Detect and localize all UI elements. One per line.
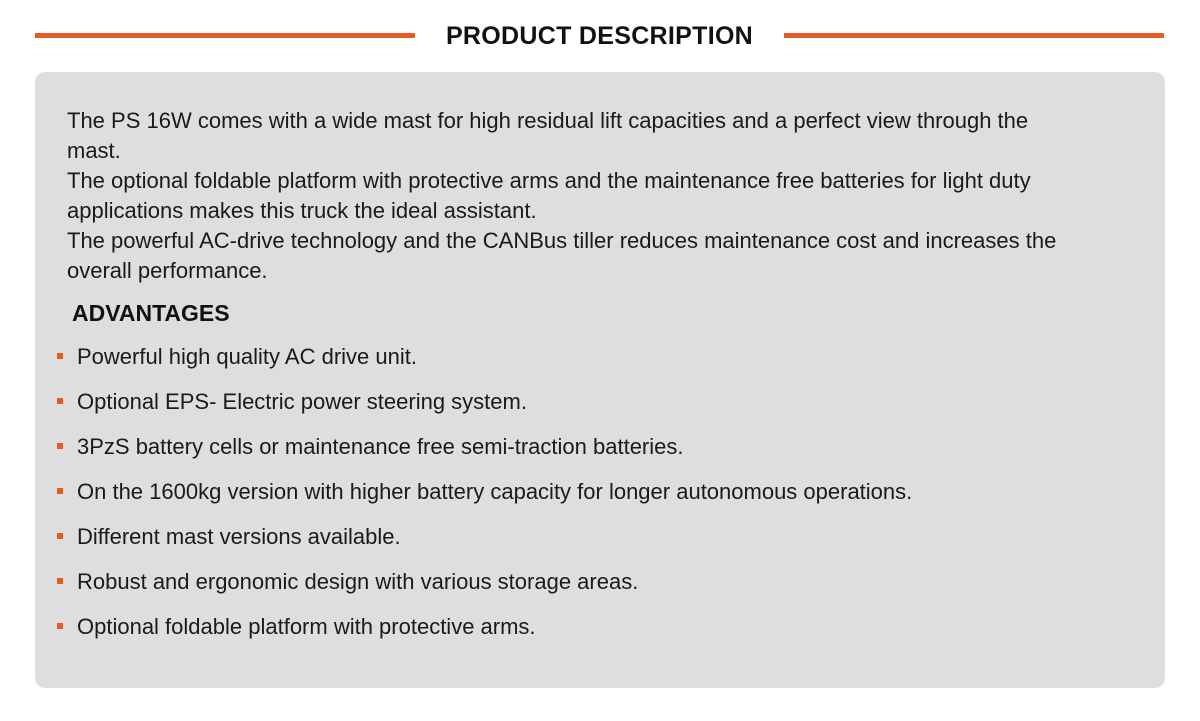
bullet-square-icon: [57, 623, 63, 629]
advantage-text: On the 1600kg version with higher battery capacity for longer autonomous operations.: [77, 479, 913, 504]
description-paragraph: The powerful AC-drive technology and the CANBus tiller reduces maintenance cost and increases the overall performance.: [67, 228, 1057, 283]
advantage-text: Different mast versions available.: [77, 524, 401, 549]
list-item: [57, 387, 912, 432]
content-panel: [35, 72, 1165, 688]
description-paragraph: The optional foldable platform with protective arms and the maintenance free batteries for light duty applications makes this truck the ideal assistant.: [67, 168, 1031, 223]
list-item: [57, 342, 912, 387]
header-rule-left: [35, 33, 415, 38]
bullet-square-icon: [57, 533, 63, 539]
bullet-square-icon: [57, 443, 63, 449]
advantage-text: Optional EPS- Electric power steering system.: [77, 389, 527, 414]
bullet-square-icon: [57, 488, 63, 494]
advantages-title: ADVANTAGES: [72, 300, 230, 326]
bullet-square-icon: [57, 578, 63, 584]
advantage-text: Robust and ergonomic design with various storage areas.: [77, 569, 639, 594]
advantage-text: Optional foldable platform with protective arms.: [77, 614, 536, 639]
list-item: [57, 612, 912, 657]
list-item: [57, 522, 912, 567]
description-paragraph: The PS 16W comes with a wide mast for high residual lift capacities and a perfect view through the mast.: [67, 108, 1029, 163]
advantage-text: Powerful high quality AC drive unit.: [77, 344, 417, 369]
list-item: [57, 567, 912, 612]
section-header: [0, 0, 1200, 72]
page-title: PRODUCT DESCRIPTION: [445, 22, 754, 50]
list-item: [57, 432, 912, 477]
list-item: [57, 477, 912, 522]
advantage-text: 3PzS battery cells or maintenance free semi-traction batteries.: [77, 434, 684, 459]
product-description: [67, 106, 1077, 286]
bullet-square-icon: [57, 398, 63, 404]
header-rule-right: [784, 33, 1164, 38]
bullet-square-icon: [57, 353, 63, 359]
advantages-list: [57, 342, 912, 657]
